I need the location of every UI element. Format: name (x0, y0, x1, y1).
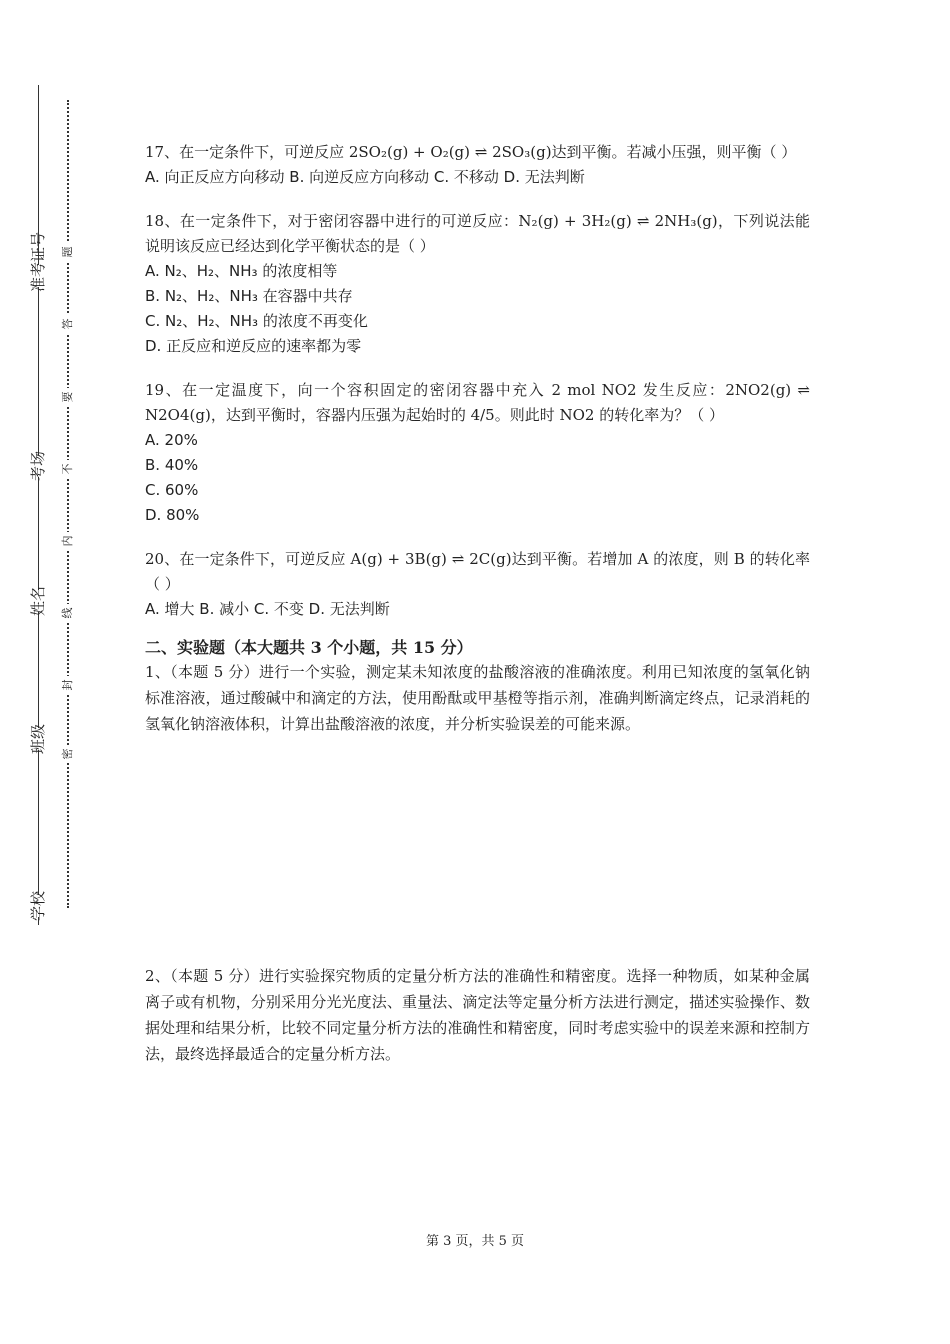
option-b: B. N₂、H₂、NH₃ 在容器中共存 (145, 287, 353, 305)
field-name: 姓名 (22, 590, 54, 612)
seal-char: 封 (60, 676, 76, 694)
question-options: A. 向正反应方向移动 B. 向逆反应方向移动 C. 不移动 D. 无法判断 (145, 168, 585, 186)
experiment-block-2 (145, 963, 810, 1067)
option-a: A. 20% (145, 431, 198, 449)
binding-solid-line (38, 85, 39, 925)
question-stem: 19、在一定温度下，向一个容积固定的密闭容器中充入 2 mol NO2 发生反应：2NO2(g) ⇌ N2O4(g)，达到平衡时，容器内压强为起始时的 4/5。则此时 NO2 的转化率为？（ ） (145, 381, 810, 424)
exam-content (145, 140, 810, 737)
experiment-item-1: 1、（本题 5 分）进行一个实验，测定某未知浓度的盐酸溶液的准确浓度。利用已知浓度的氢氧化钠标准溶液，通过酸碱中和滴定的方法，使用酚酞或甲基橙等指示剂，准确判断滴定终点，记录消耗的氢氧化钠溶液体积，计算出盐酸溶液的浓度，并分析实验误差的可能来源。 (145, 663, 810, 733)
question-20 (145, 547, 810, 622)
option-c: C. 60% (145, 481, 199, 499)
question-stem: 17、在一定条件下，可逆反应 2SO₂(g) + O₂(g) ⇌ 2SO₃(g)达到平衡。若减小压强，则平衡（ ） (145, 143, 797, 161)
section-title: 二、实验题（本大题共 3 个小题，共 15 分） (145, 638, 473, 657)
option-d: D. 正反应和逆反应的速率都为零 (145, 337, 362, 355)
binding-margin (0, 0, 110, 1344)
page-footer: 第 3 页，共 5 页 (425, 1234, 525, 1249)
question-stem: 20、在一定条件下，可逆反应 A(g) + 3B(g) ⇌ 2C(g)达到平衡。若增加 A 的浓度，则 B 的转化率（ ） (145, 550, 810, 593)
field-class: 班级 (22, 728, 54, 750)
option-a: A. N₂、H₂、NH₃ 的浓度相等 (145, 262, 338, 280)
seal-char: 密 (60, 745, 76, 763)
seal-char: 不 (60, 460, 76, 478)
field-exam-room: 考场 (22, 455, 54, 477)
seal-char: 内 (60, 532, 76, 550)
question-17 (145, 140, 810, 190)
field-school: 学校 (22, 895, 54, 917)
seal-char: 要 (60, 388, 76, 406)
option-b: B. 40% (145, 456, 199, 474)
field-admission-number: 准考证号 (22, 265, 54, 287)
option-d: D. 80% (145, 506, 200, 524)
seal-char: 题 (60, 243, 76, 261)
option-c: C. N₂、H₂、NH₃ 的浓度不再变化 (145, 312, 368, 330)
question-18 (145, 209, 810, 359)
experiment-item-2: 2、（本题 5 分）进行实验探究物质的定量分析方法的准确性和精密度。选择一种物质，如某种金属离子或有机物，分别采用分光光度法、重量法、滴定法等定量分析方法进行测定，描述实验操作、数据处理和结果分析，比较不同定量分析方法的准确性和精密度，同时考虑实验中的误差来源和控制方法，最终选择最适合的定量分析方法。 (145, 967, 810, 1063)
binding-dotted-line (67, 100, 69, 908)
question-stem: 18、在一定条件下，对于密闭容器中进行的可逆反应：N₂(g) + 3H₂(g) ⇌ 2NH₃(g)，下列说法能说明该反应已经达到化学平衡状态的是（ ） (145, 212, 810, 255)
seal-char: 线 (60, 604, 76, 622)
question-options: A. 增大 B. 减小 C. 不变 D. 无法判断 (145, 600, 390, 618)
question-19 (145, 378, 810, 528)
seal-char: 答 (60, 315, 76, 333)
